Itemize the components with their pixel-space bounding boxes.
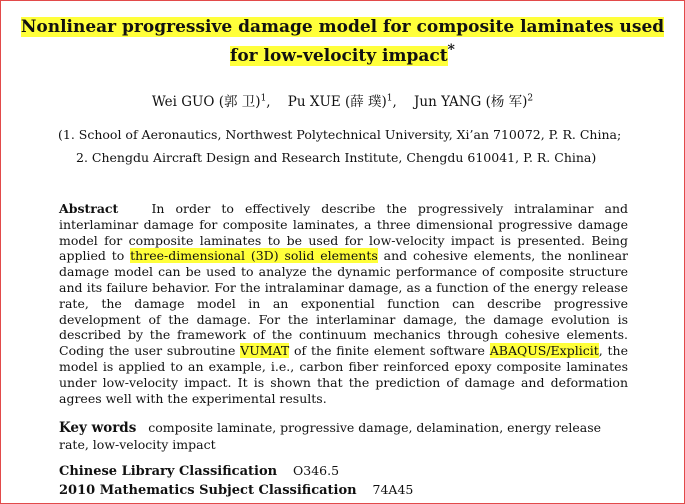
- author-name: Jun YANG (杨 军): [414, 94, 528, 110]
- affiliation-1: (1. School of Aeronautics, Northwest Polytechnical University, Xi’an 710072, P. R. China;: [58, 127, 622, 142]
- keywords-text: composite laminate, progressive damage, delamination, energy release rate, low-velocity impact: [59, 420, 602, 452]
- abstract-highlight: ABAQUS/Explicit: [489, 343, 599, 359]
- affiliation-2: 2. Chengdu Aircraft Design and Research Institute, Chengdu 610041, P. R. China): [76, 150, 597, 165]
- author-affil-mark: 1: [386, 93, 393, 104]
- keywords: [59, 420, 628, 453]
- abstract-text: and cohesive elements, the nonlinear damage model can be used to analyze the dynamic performance of composite structure and its failure behavior. For the intralaminar damage, as a function of the energy release rate, the damage model in an exponential function can describe progressive development of the damage. For the interlaminar damage, the damage evolution is described by the framework of the continuum mechanics through cohesive elements. Coding the user subroutine: [59, 248, 628, 359]
- abstract: [59, 201, 628, 406]
- abstract-text: , the model is applied to an example, i.e., carbon fiber reinforced epoxy composite laminates under low-velocity impact. It is shown that the prediction of damage and deformation agrees well with the experimental results.: [59, 343, 628, 406]
- title-line-1: Nonlinear progressive damage model for composite laminates used: [20, 17, 665, 37]
- classification-label: Chinese Library Classification: [59, 464, 278, 479]
- author-affil-mark: 1: [260, 93, 267, 104]
- abstract-highlight: VUMAT: [240, 343, 290, 359]
- author-name: Pu XUE (薛 璞): [287, 94, 387, 110]
- classification-value: O346.5: [293, 463, 340, 478]
- author-name: Wei GUO (郭 卫): [151, 94, 261, 110]
- keywords-label: Key words: [59, 420, 137, 436]
- abstract-text: In order to effectively describe the progressively intralaminar and interlaminar damage for composite laminates, a three dimensional progressive damage model for composite laminates to be used for low-velocity impact is presented. Being applied to: [59, 201, 628, 264]
- author-list: Wei GUO (郭 卫)$^1$, Pu XUE (薛 璞)$^1$, Jun YANG (杨 军)$^2$: [151, 93, 534, 110]
- classification-value: 74A45: [372, 482, 414, 497]
- affiliations: [58, 123, 678, 169]
- paper-title: [20, 16, 665, 68]
- author-affil-mark: 2: [527, 93, 534, 104]
- title-line-2: for low-velocity impact: [230, 45, 448, 66]
- classification-label: 2010 Mathematics Subject Classification: [59, 483, 357, 498]
- abstract-highlight: three-dimensional (3D) solid elements: [130, 248, 378, 264]
- classification-clc: [59, 463, 339, 479]
- classification-msc: [59, 482, 413, 498]
- abstract-text: of the finite element software: [294, 343, 485, 359]
- abstract-label: Abstract: [59, 201, 119, 216]
- title-footnote-mark: *: [447, 42, 455, 58]
